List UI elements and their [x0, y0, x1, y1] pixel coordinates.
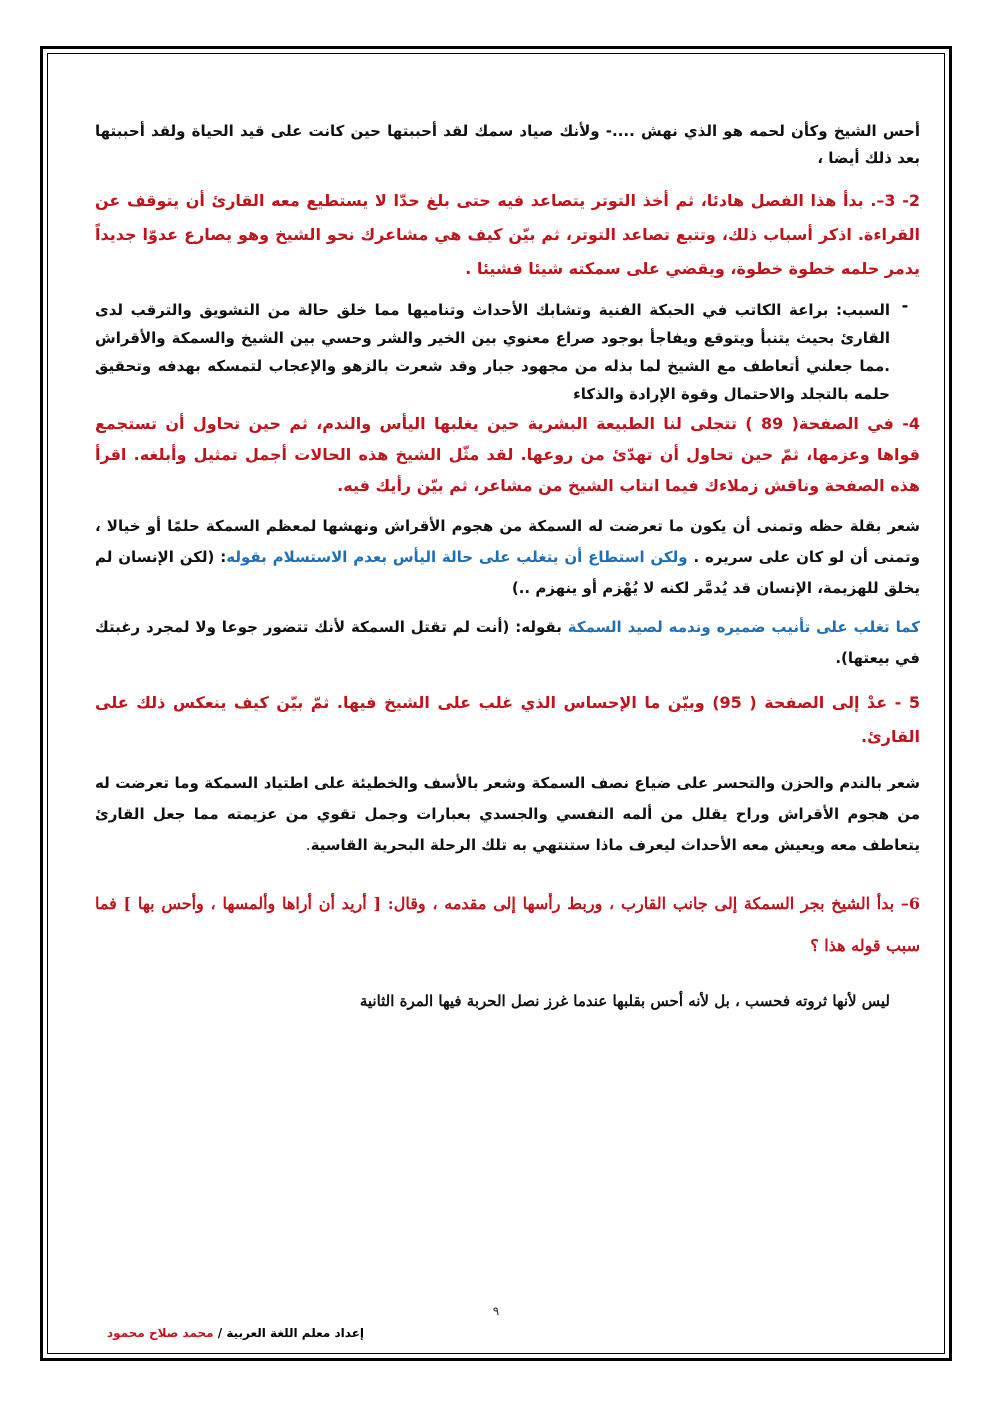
footer-prepared-by: إعداد معلم اللغة العربية /: [213, 1326, 364, 1340]
page-content: [95, 118, 920, 1015]
answer-5-end: .: [305, 836, 311, 854]
question-6: 6– بدأ الشيخ بجر السمكة إلى جانب القارب ، وربط رأسها إلى مقدمه ، وقال: [ أريد أن أراها وألمسها ، وأحس بها ] فما سبب قوله هذا ؟: [95, 894, 920, 955]
answer-5: [95, 768, 920, 861]
answer-2-bullet: [95, 296, 920, 408]
answer-4b-highlight: كما تغلب على تأنيب ضميره وندمه لصيد السمكة: [567, 618, 920, 636]
answer-5-text: شعر بالندم والحزن والتحسر على ضياع نصف السمكة وشعر بالأسف والخطيئة على اطتياد السمكة وما تعرضت له من هجوم الأقراش وراح يقلل من ألمه النفسي والجسدي بعبارات وجمل تقوي من عزيمته مما جعل القارئ يتعاطف معه ويعيش معه الأحداث ليعرف ماذا ستنتهي به تلك الرحلة البحرية القاسية: [95, 774, 920, 854]
page-number: ٩: [492, 1304, 500, 1318]
footer-author: محمد صلاح محمود: [107, 1326, 214, 1340]
question-4: 4- في الصفحة( 89 ) تتجلى لنا الطبيعة البشرية حين يغلبها اليأس والندم، ثم حين تحاول أن تستجمع قواها وعزمها، ثمّ حين تحاول أن تهدّئ من روعها. لقد مثّل الشيخ هذه الحالات أجمل تمثيل وأبلغه. اقرأ هذه الصفحة وناقش زملاءك فيما انتاب الشيخ من مشاعر، ثم بيّن رأيك فيه.: [95, 414, 920, 495]
answer-paragraph-1: أحس الشيخ وكأن لحمه هو الذي نهش ....- ولأنك صياد سمك لقد أحببتها حين كانت على قيد الحياة ولقد أحببتها بعد ذلك أيضا ،: [95, 122, 920, 167]
answer-4-text-1: شعر بقلة حظه وتمنى أن يكون ما تعرضت له السمكة من هجوم الأقراش ونهشها لمعظم السمكة حلمًا أو خيالا ، وتمنى أن لو كان على سريره .: [95, 517, 920, 566]
question-2: 2- 3–. بدأ هذا الفصل هادئا، ثم أخذ التوتر يتصاعد فيه حتى بلغ حدّا لا يستطيع معه القارئ أن يتوقف عن القراءة. اذكر أسباب ذلك، وتتبع تصاعد التوتر، ثم بيّن كيف هي مشاعرك نحو الشيخ وهو يصارع عدوّا جديداً يدمر حلمه خطوة خطوة، ويقضي على سمكته شيئا فشيئا .: [95, 191, 920, 278]
footer-credit: [107, 1326, 364, 1340]
answer-4b: [95, 612, 920, 674]
bullet-dash: -: [901, 296, 909, 315]
answer-2: السبب: براعة الكاتب في الحبكة الفنية وتشابك الأحداث وتناميها مما خلق حالة من التشويق والترقب لدى القارئ بحيث يتنبأ ويتوقع ويفاجأ بوجود صراع معنوي بين الخير والشر وحسي بين الشيخ والسمكة والأقراش .مما جعلني أتعاطف مع الشيخ لما بذله من مجهود جبار وقد شعرت بالزهو والإعجاب لتمسكه بهدفه وتحقيق حلمه بالتجلد والاحتمال وقوة الإرادة والذكاء: [95, 301, 890, 403]
answer-6: ليس لأنها ثروته فحسب ، بل لأنه أحس بقلبها عندما غرز نصل الحربة فيها المرة الثانية: [359, 992, 890, 1010]
answer-4-text-2: : (لكن الإنسان لم يخلق للهزيمة، الإنسان قد يُدمَّر لكنه لا يُهْزم أو ينهزم ..): [95, 548, 920, 597]
answer-4b-text: بقوله: (أنت لم تقتل السمكة لأنك تتضور جوعا ولا لمجرد رغبتك في بيعتها).: [95, 618, 920, 667]
question-5: 5 - عدْ إلى الصفحة ( 95) وبيّن ما الإحساس الذي غلب على الشيخ فيها. ثمّ بيّن كيف ينعكس ذلك على القارئ.: [95, 693, 921, 746]
answer-4-highlight: ولكن استطاع أن يتغلب على حالة اليأس بعدم الاستسلام بقوله: [226, 548, 688, 566]
answer-4: [95, 511, 920, 604]
